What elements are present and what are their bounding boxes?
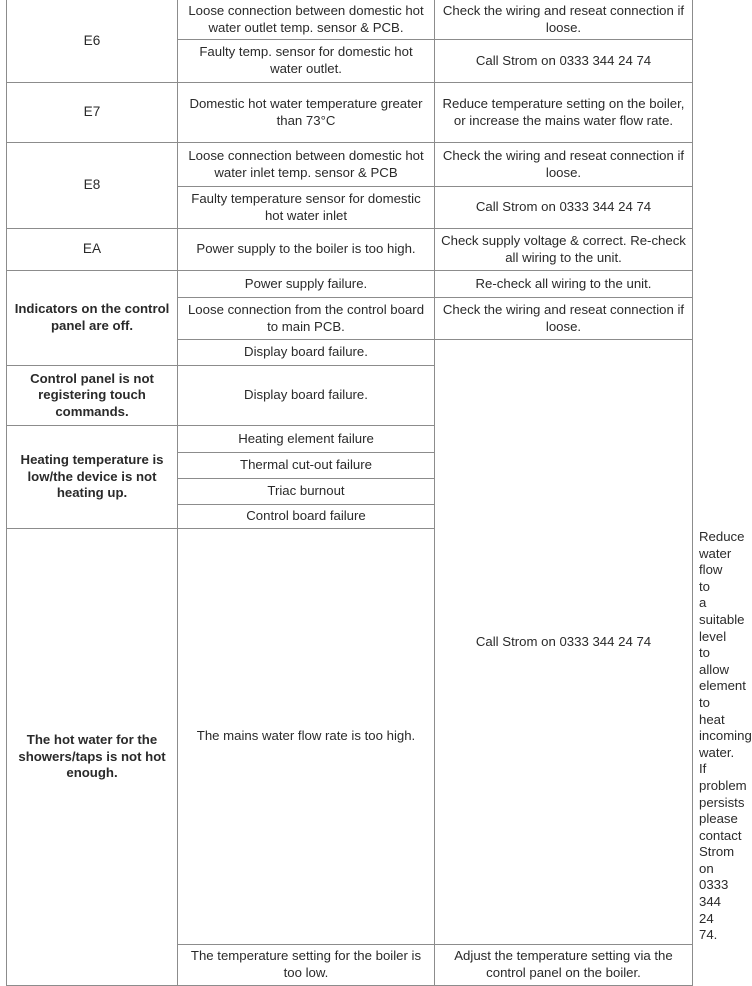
- table-row: The hot water for the showers/taps is not hot enough. The mains water flow rate is too high. Reduce water flow to a suitable level to allow element to heat incoming water. If problem persists please contact Strom on 0333 344 24 74.: [7, 529, 693, 945]
- table-row: [7, 271, 693, 298]
- cause-cell: Control board failure: [178, 505, 435, 529]
- remedy-cell: Call Strom on 0333 344 24 74: [435, 40, 693, 83]
- remedy-cell: Check supply voltage & correct. Re-check all wiring to the unit.: [435, 229, 693, 271]
- symptom-cell: The hot water for the showers/taps is not hot enough.: [7, 529, 178, 986]
- cause-cell: Thermal cut-out failure: [178, 453, 435, 479]
- troubleshooting-table: [6, 0, 752, 986]
- remedy-cell: Adjust the temperature setting via the control panel on the boiler.: [435, 944, 693, 985]
- cause-cell: Loose connection between domestic hot water outlet temp. sensor & PCB.: [178, 0, 435, 40]
- cause-cell: Power supply failure.: [178, 271, 435, 298]
- cause-cell: Loose connection from the control board to main PCB.: [178, 298, 435, 340]
- remedy-cell: Check the wiring and reseat connection if loose.: [435, 298, 693, 340]
- fault-code-cell: E7: [7, 83, 178, 143]
- cause-cell: Loose connection between domestic hot water inlet temp. sensor & PCB: [178, 143, 435, 187]
- remedy-cell: Re-check all wiring to the unit.: [435, 271, 693, 298]
- remedy-cell: Check the wiring and reseat connection if loose.: [435, 143, 693, 187]
- cause-cell: Heating element failure: [178, 426, 435, 453]
- cause-cell: The mains water flow rate is too high.: [178, 529, 435, 945]
- cause-cell: Power supply to the boiler is too high.: [178, 229, 435, 271]
- fault-code-cell: EA: [7, 229, 178, 271]
- fault-code-cell: E6: [7, 0, 178, 83]
- cause-cell: Display board failure.: [178, 366, 435, 426]
- table-row: [7, 143, 693, 187]
- table-row: [7, 229, 693, 271]
- cause-cell: The temperature setting for the boiler is too low.: [178, 944, 435, 985]
- remedy-cell: Reduce temperature setting on the boiler, or increase the mains water flow rate.: [435, 83, 693, 143]
- symptom-cell: Control panel is not registering touch commands.: [7, 366, 178, 426]
- cause-cell: Faulty temp. sensor for domestic hot water outlet.: [178, 40, 435, 83]
- remedy-cell: Call Strom on 0333 344 24 74: [435, 187, 693, 229]
- symptom-cell: Heating temperature is low/the device is not heating up.: [7, 426, 178, 529]
- cause-cell: Display board failure.: [178, 340, 435, 366]
- remedy-cell: Check the wiring and reseat connection if loose.: [435, 0, 693, 40]
- merged-remedy-cell: Call Strom on 0333 344 24 74: [435, 340, 693, 945]
- cause-cell: Triac burnout: [178, 479, 435, 505]
- cause-cell: Domestic hot water temperature greater than 73°C: [178, 83, 435, 143]
- table-row: [7, 83, 693, 143]
- cause-cell: Faulty temperature sensor for domestic hot water inlet: [178, 187, 435, 229]
- symptom-cell: Indicators on the control panel are off.: [7, 271, 178, 366]
- table-row: [7, 0, 693, 40]
- fault-code-cell: E8: [7, 143, 178, 229]
